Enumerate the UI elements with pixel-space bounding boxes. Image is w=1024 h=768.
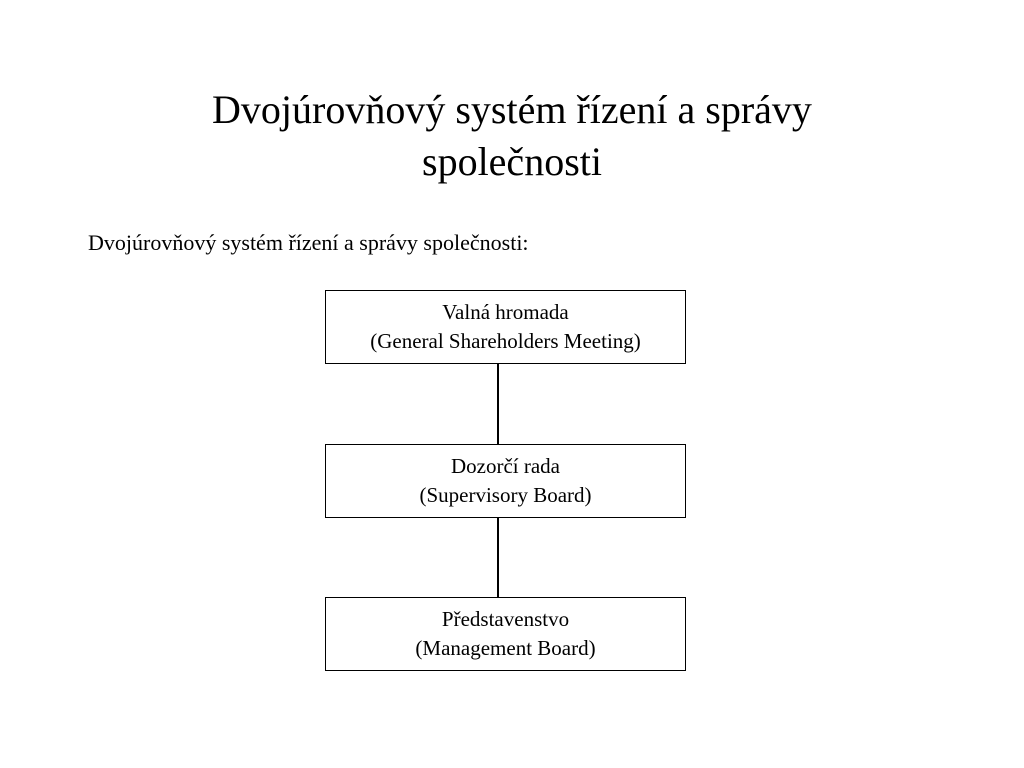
box-label-czech: Představenstvo: [441, 607, 570, 631]
slide-title-line-2: společnosti: [422, 139, 602, 184]
box-label-english: (General Shareholders Meeting): [370, 329, 641, 353]
box-label-english: (Management Board): [415, 636, 596, 660]
diagram-caption: Dvojúrovňový systém řízení a správy společnosti:: [88, 230, 529, 255]
connector-line-supervisory-to-management: [497, 518, 499, 597]
slide-title-line-1: Dvojúrovňový systém řízení a správy: [212, 87, 812, 132]
box-label-czech: Dozorčí rada: [450, 454, 561, 478]
connector-line-meeting-to-supervisory: [497, 364, 499, 444]
box-general-meeting: [325, 290, 686, 364]
box-management-board: [325, 597, 686, 671]
slide-title: [0, 84, 1024, 188]
box-label-english: (Supervisory Board): [419, 483, 592, 507]
box-label-czech: Valná hromada: [442, 300, 569, 324]
box-supervisory-board: [325, 444, 686, 518]
